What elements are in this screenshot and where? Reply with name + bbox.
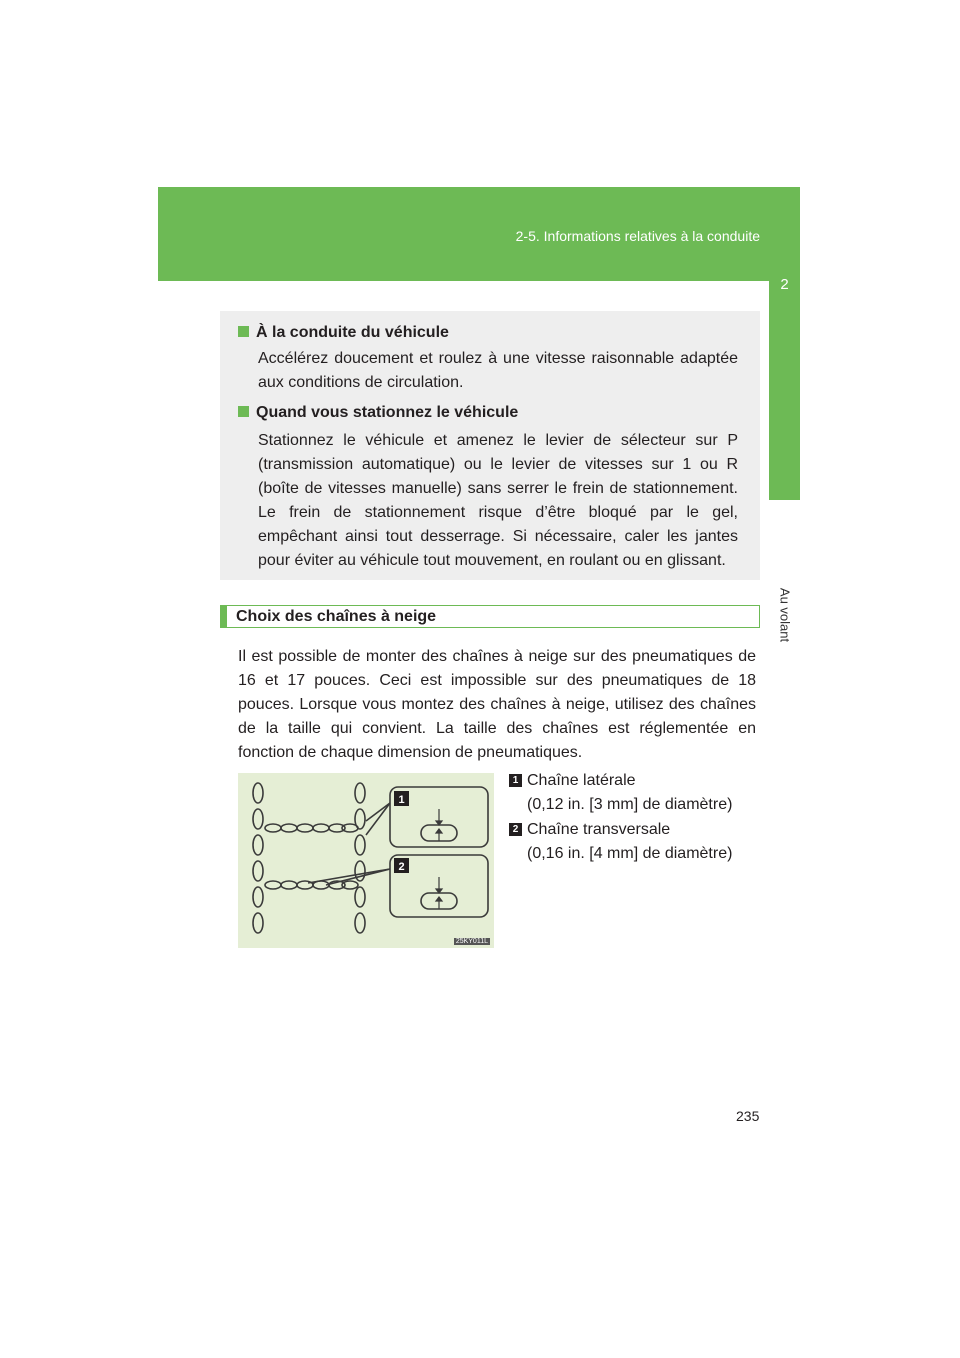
page-number: 235 [736,1108,760,1124]
legend-item-2 [509,818,732,866]
square-bullet-icon [238,406,249,417]
section-accent-bar [221,606,227,627]
info-heading-driving: À la conduite du véhicule [238,324,449,342]
snow-chain-illustration [238,773,494,948]
info-box [220,311,760,580]
legend-badge-2: 2 [509,823,522,836]
chapter-number: 2 [780,276,789,293]
legend-badge-1: 1 [509,774,522,787]
legend-detail-2: (0,16 in. [4 mm] de diamètre) [527,845,733,862]
figure-marker-2-label: 2 [398,861,405,873]
chapter-label [770,560,800,670]
section-title: Choix des chaînes à neige [236,608,437,625]
legend-detail-1: (0,12 in. [3 mm] de diamètre) [527,796,733,813]
legend-title-1: Chaîne latérale [527,772,636,789]
section-header-band [158,187,800,281]
section-body: Il est possible de monter des chaînes à neige sur des pneumatiques de 16 et 17 pouces. Ceci est impossible sur des pneumatiques de 18 pouces. Lorsque vous montez des chaînes à neige, utilisez des chaînes de la taille qui convient. La taille des chaînes est réglementée en fonction de chaque dimension de pneumatiques. [238,648,756,761]
snow-chain-figure [238,773,494,948]
legend-item-1 [509,769,732,817]
section-title-box [220,605,760,628]
chapter-tab [769,264,800,500]
chapter-label-text: Au volant [777,587,793,643]
figure-marker-1-label: 1 [398,794,405,806]
info-text-parking: Stationnez le véhicule et amenez le levier de sélecteur sur P (transmission automatique) ou le levier de vitesses sur 1 ou R (boîte de vitesses manuelle) sans serrer le frein de stationnement. Le frein de stationnement risque d’être bloqué par le gel, empêchant ainsi tout desserrage. Si nécessaire, caler les jantes pour éviter au véhicule tout mouvement, en roulant ou en glissant. [258,432,738,569]
legend-title-2: Chaîne transversale [527,821,671,838]
section-header-title: 2-5. Informations relatives à la conduite [515,228,760,244]
square-bullet-icon [238,326,249,337]
info-text-driving: Accélérez doucement et roulez à une vitesse raisonnable adaptée aux conditions de circulation. [258,350,738,391]
figure-code: 25KY011L [455,938,488,945]
info-heading-parking: Quand vous stationnez le véhicule [238,404,518,422]
